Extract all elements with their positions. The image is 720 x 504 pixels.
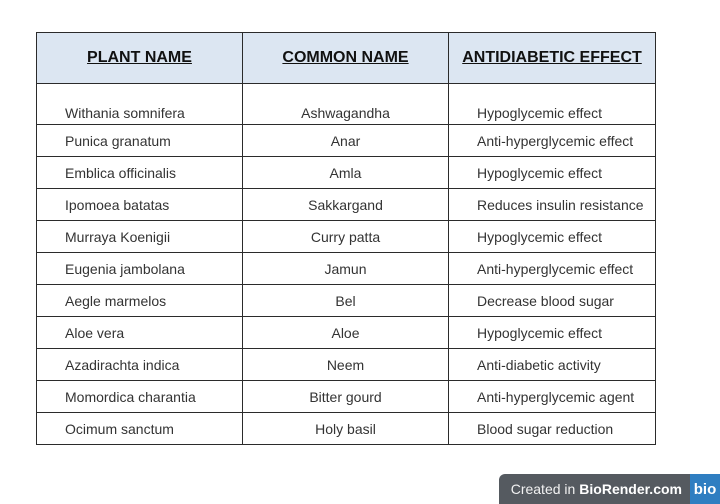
common-name-cell: Aloe bbox=[243, 317, 449, 349]
effect-cell: Anti-hyperglycemic effect bbox=[449, 125, 656, 157]
effect-cell: Hypoglycemic effect bbox=[449, 221, 656, 253]
header-antidiabetic-effect: ANTIDIABETIC EFFECT bbox=[449, 33, 656, 84]
effect-cell: Hypoglycemic effect bbox=[449, 317, 656, 349]
effect-cell: Reduces insulin resistance bbox=[449, 189, 656, 221]
table-row bbox=[37, 253, 656, 285]
common-name-cell: Bel bbox=[243, 285, 449, 317]
plant-name-cell: Aloe vera bbox=[37, 317, 243, 349]
table-row bbox=[37, 125, 656, 157]
table-row bbox=[37, 84, 656, 125]
effect-cell: Anti-diabetic activity bbox=[449, 349, 656, 381]
effect-cell: Anti-hyperglycemic effect bbox=[449, 253, 656, 285]
table-row bbox=[37, 349, 656, 381]
table-row bbox=[37, 413, 656, 445]
common-name-cell: Amla bbox=[243, 157, 449, 189]
common-name-cell: Holy basil bbox=[243, 413, 449, 445]
biorender-logo-icon: bio bbox=[690, 474, 720, 504]
plant-name-cell: Punica granatum bbox=[37, 125, 243, 157]
table-row bbox=[37, 285, 656, 317]
header-plant-name: PLANT NAME bbox=[37, 33, 243, 84]
table-row bbox=[37, 189, 656, 221]
common-name-cell: Bitter gourd bbox=[243, 381, 449, 413]
biorender-badge[interactable] bbox=[499, 474, 720, 504]
plant-name-cell: Ipomoea batatas bbox=[37, 189, 243, 221]
common-name-cell: Ashwagandha bbox=[243, 84, 449, 125]
table-row bbox=[37, 157, 656, 189]
badge-prefix: Created in bbox=[510, 481, 576, 497]
common-name-cell: Sakkargand bbox=[243, 189, 449, 221]
plant-name-cell: Azadirachta indica bbox=[37, 349, 243, 381]
badge-text bbox=[499, 474, 690, 504]
plant-name-cell: Eugenia jambolana bbox=[37, 253, 243, 285]
table-header-row bbox=[37, 33, 656, 84]
table-row bbox=[37, 381, 656, 413]
effect-cell: Blood sugar reduction bbox=[449, 413, 656, 445]
antidiabetic-plants-table bbox=[36, 32, 656, 445]
plant-name-cell: Murraya Koenigii bbox=[37, 221, 243, 253]
header-common-name: COMMON NAME bbox=[243, 33, 449, 84]
effect-cell: Hypoglycemic effect bbox=[449, 157, 656, 189]
table-row bbox=[37, 317, 656, 349]
table-row bbox=[37, 221, 656, 253]
table-body bbox=[37, 84, 656, 445]
effect-cell: Decrease blood sugar bbox=[449, 285, 656, 317]
effect-cell: Anti-hyperglycemic agent bbox=[449, 381, 656, 413]
effect-cell: Hypoglycemic effect bbox=[449, 84, 656, 125]
plant-name-cell: Momordica charantia bbox=[37, 381, 243, 413]
plant-name-cell: Emblica officinalis bbox=[37, 157, 243, 189]
common-name-cell: Anar bbox=[243, 125, 449, 157]
plant-name-cell: Aegle marmelos bbox=[37, 285, 243, 317]
common-name-cell: Jamun bbox=[243, 253, 449, 285]
plant-name-cell: Ocimum sanctum bbox=[37, 413, 243, 445]
common-name-cell: Neem bbox=[243, 349, 449, 381]
plant-name-cell: Withania somnifera bbox=[37, 84, 243, 125]
common-name-cell: Curry patta bbox=[243, 221, 449, 253]
badge-brand: BioRender.com bbox=[579, 481, 682, 497]
